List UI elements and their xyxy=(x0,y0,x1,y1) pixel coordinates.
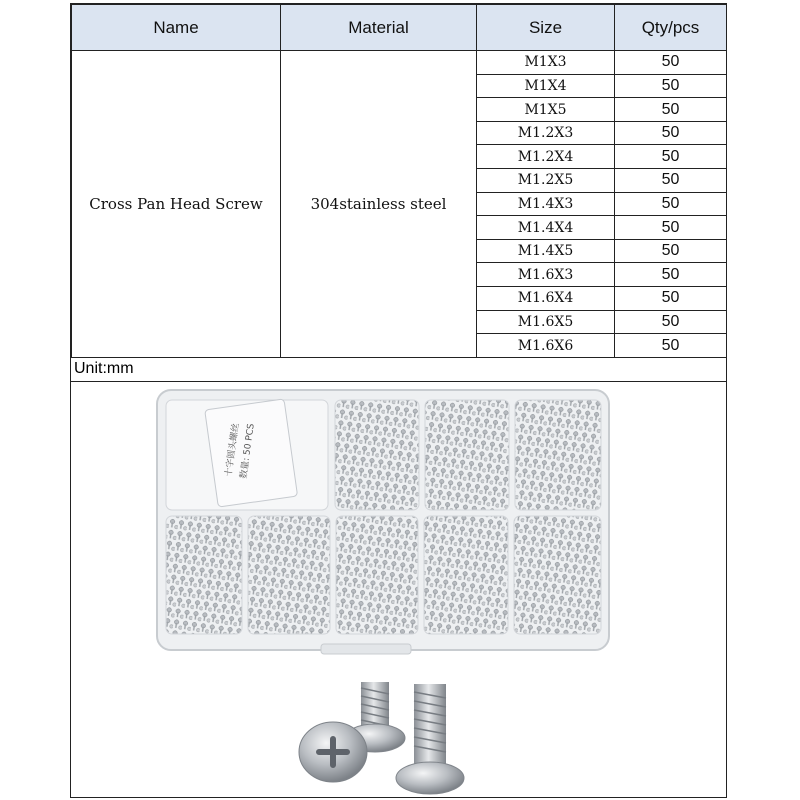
size-cell: M1.6X3 xyxy=(477,263,615,287)
size-cell: M1.6X5 xyxy=(477,310,615,334)
size-cell: M1.6X4 xyxy=(477,287,615,311)
qty-cell: 50 xyxy=(615,121,727,145)
size-cell: M1.2X3 xyxy=(477,121,615,145)
qty-cell: 50 xyxy=(615,216,727,240)
size-cell: M1.4X3 xyxy=(477,192,615,216)
spec-table xyxy=(71,4,727,358)
qty-cell: 50 xyxy=(615,192,727,216)
product-name-cell: Cross Pan Head Screw xyxy=(72,51,281,358)
qty-cell: 50 xyxy=(615,74,727,98)
qty-cell: 50 xyxy=(615,287,727,311)
unit-label: Unit:mm xyxy=(71,356,726,382)
table-header-row xyxy=(72,5,727,51)
qty-cell: 50 xyxy=(615,334,727,358)
qty-cell: 50 xyxy=(615,145,727,169)
size-cell: M1.2X5 xyxy=(477,169,615,193)
header-size: Size xyxy=(477,5,615,51)
size-cell: M1.6X6 xyxy=(477,334,615,358)
material-cell: 304stainless steel xyxy=(281,51,477,358)
screw-organizer-box xyxy=(157,390,609,654)
size-cell: M1.2X4 xyxy=(477,145,615,169)
size-cell: M1X4 xyxy=(477,74,615,98)
size-cell: M1.4X5 xyxy=(477,239,615,263)
spec-sheet xyxy=(70,3,727,798)
bag-label-line2: 数量: 50 PCS xyxy=(239,422,257,480)
qty-cell: 50 xyxy=(615,310,727,334)
size-cell: M1X3 xyxy=(477,51,615,75)
qty-cell: 50 xyxy=(615,169,727,193)
qty-cell: 50 xyxy=(615,51,727,75)
qty-cell: 50 xyxy=(615,98,727,122)
header-material: Material xyxy=(281,5,477,51)
screw-closeup-group xyxy=(299,682,464,794)
bag-label-line1: 十字圆头螺丝 xyxy=(224,422,242,478)
screw-closeup-3 xyxy=(299,722,367,782)
screw-closeup-2 xyxy=(396,684,464,794)
product-photo xyxy=(71,382,726,797)
size-cell: M1.4X4 xyxy=(477,216,615,240)
qty-cell: 50 xyxy=(615,263,727,287)
qty-cell: 50 xyxy=(615,239,727,263)
size-cell: M1X5 xyxy=(477,98,615,122)
header-qty: Qty/pcs xyxy=(615,5,727,51)
header-name: Name xyxy=(72,5,281,51)
